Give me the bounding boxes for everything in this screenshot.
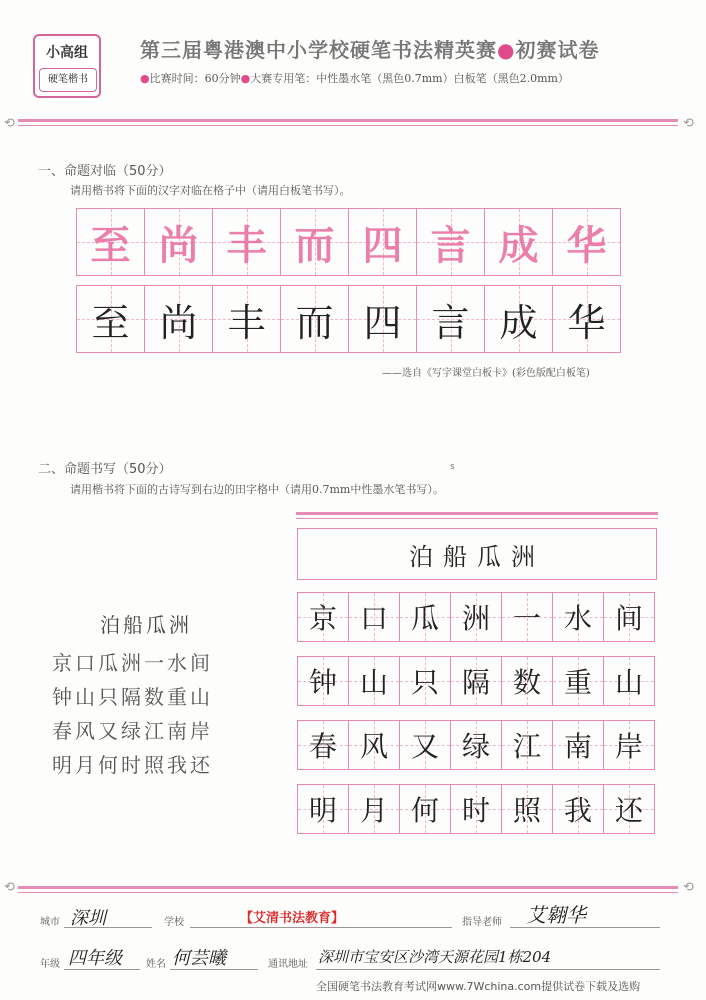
- model-char-cell: [416, 208, 485, 276]
- poem-title: 泊船瓜洲: [100, 613, 192, 637]
- answer-char: 照: [512, 794, 541, 827]
- answer-cell: [552, 784, 604, 834]
- written-char-cell: [76, 285, 145, 353]
- answer-cell: [501, 656, 553, 706]
- model-char-cell: [280, 208, 349, 276]
- city-label: 城市: [40, 917, 60, 928]
- model-char: 华: [566, 222, 607, 269]
- answer-cell: [450, 656, 502, 706]
- small-mark: s: [450, 462, 455, 472]
- model-char: 丰: [226, 222, 267, 269]
- model-char-cell: [212, 208, 281, 276]
- answer-char: 还: [614, 794, 643, 827]
- written-char: 四: [363, 300, 402, 345]
- section2-instruction: 请用楷书将下面的古诗写到右边的田字格中（请用0.7mm中性墨水笔书写）。: [70, 483, 444, 496]
- model-char: 而: [294, 222, 335, 269]
- answer-cell: [297, 592, 349, 642]
- model-char-cell: [144, 208, 213, 276]
- cycle-icon: ⟲: [4, 880, 15, 895]
- teacher-label: 指导老师: [462, 917, 502, 928]
- info-bullet: ●: [240, 72, 251, 85]
- school-label: 学校: [164, 917, 184, 928]
- answer-char: 岸: [614, 730, 643, 763]
- exam-title: [140, 34, 599, 63]
- written-char-cell: [212, 285, 281, 353]
- answer-cell: [603, 656, 655, 706]
- answer-cell: [450, 720, 502, 770]
- answer-top-band: [296, 512, 658, 515]
- written-char-cell: [144, 285, 213, 353]
- answer-cell: [450, 784, 502, 834]
- answer-cell: [348, 784, 400, 834]
- section1-instruction: 请用楷书将下面的汉字对临在格子中（请用白板笔书写）。: [70, 184, 351, 197]
- poem-line: 春风又绿江南岸: [52, 719, 213, 743]
- model-char: 成: [498, 222, 539, 269]
- info-pens: 大赛专用笔：中性墨水笔（黑色0.7mm）白板笔（黑色2.0mm）: [250, 72, 569, 85]
- written-char: 尚: [159, 300, 198, 345]
- answer-char: 隔: [461, 666, 490, 699]
- answer-cell: [399, 656, 451, 706]
- model-char: 言: [430, 222, 471, 269]
- answer-cell: [348, 656, 400, 706]
- address-value: 深圳市宝安区沙湾天源花园1栋204: [318, 948, 552, 966]
- name-label: 姓名: [146, 959, 166, 970]
- answer-cell: [552, 720, 604, 770]
- answer-cell: [552, 656, 604, 706]
- written-char-row: [76, 285, 620, 353]
- written-char-cell: [416, 285, 485, 353]
- answer-cell: [297, 720, 349, 770]
- model-char: 尚: [158, 222, 199, 269]
- model-char-cell: [484, 208, 553, 276]
- answer-char: 京: [308, 602, 337, 635]
- answer-row: [297, 592, 654, 642]
- answer-char: 风: [359, 730, 388, 763]
- answer-char: 又: [410, 730, 439, 763]
- answer-char: 月: [359, 794, 388, 827]
- footer-divider-thin: [18, 892, 678, 893]
- footer-note: 全国硬笔书法教育考试网www.7Wchina.com提供试卷下载及选购: [316, 980, 641, 993]
- answer-char: 水: [563, 602, 592, 635]
- answer-cell: [603, 784, 655, 834]
- written-char: 成: [499, 300, 538, 345]
- model-char: 四: [362, 222, 403, 269]
- teacher-value: 艾翱华: [526, 903, 586, 927]
- answer-top-band-thin: [296, 518, 658, 519]
- title-separator: ●: [497, 38, 516, 62]
- header-divider-thin: [18, 125, 678, 126]
- section1-title: 一、命题对临（50分）: [38, 164, 172, 179]
- answer-cell: [603, 720, 655, 770]
- answer-char: 南: [563, 730, 592, 763]
- cycle-icon: ⟲: [683, 116, 694, 131]
- written-char-cell: [280, 285, 349, 353]
- answer-cell: [348, 720, 400, 770]
- answer-char: 我: [563, 794, 592, 827]
- answer-char: 何: [410, 794, 439, 827]
- written-char: 而: [295, 300, 334, 345]
- answer-cell: [399, 784, 451, 834]
- answer-cell: [603, 592, 655, 642]
- model-char: 至: [90, 222, 131, 269]
- answer-char: 明: [308, 794, 337, 827]
- group-badge: [33, 34, 101, 98]
- answer-title: 泊船瓜洲: [297, 528, 657, 580]
- written-char-cell: [552, 285, 621, 353]
- written-char: 丰: [227, 300, 266, 345]
- school-line: [190, 927, 452, 928]
- footer-divider: [18, 886, 678, 889]
- grade-label: 年级: [40, 959, 60, 970]
- answer-cell: [399, 720, 451, 770]
- header-divider: [18, 119, 678, 122]
- written-char: 言: [431, 300, 470, 345]
- answer-char: 只: [410, 666, 439, 699]
- exam-info: [140, 70, 569, 86]
- written-char-cell: [348, 285, 417, 353]
- badge-type: 硬笔楷书: [39, 68, 97, 92]
- answer-cell: [399, 592, 451, 642]
- source-note: ——选自《写字课堂白板卡》(彩色版配白板笔): [382, 368, 590, 379]
- school-value: 【艾清书法教育】: [240, 911, 345, 926]
- answer-cell: [348, 592, 400, 642]
- answer-char: 瓜: [410, 602, 439, 635]
- answer-row: [297, 784, 654, 834]
- cycle-icon: ⟲: [683, 880, 694, 895]
- address-label: 通讯地址: [268, 959, 308, 970]
- answer-cell: [501, 720, 553, 770]
- grade-value: 四年级: [68, 948, 122, 969]
- model-char-cell: [552, 208, 621, 276]
- model-char-cell: [76, 208, 145, 276]
- model-char-row: [76, 208, 620, 276]
- answer-char: 江: [512, 730, 541, 763]
- answer-char: 山: [614, 666, 643, 699]
- poem-line: 京口瓜洲一水间: [52, 651, 213, 675]
- address-line: [316, 969, 660, 970]
- model-char-cell: [348, 208, 417, 276]
- name-value: 何芸曦: [172, 948, 226, 969]
- answer-char: 数: [512, 666, 541, 699]
- answer-cell: [501, 592, 553, 642]
- info-time: 比赛时间：60分钟: [149, 72, 241, 85]
- answer-char: 时: [461, 794, 490, 827]
- answer-char: 山: [359, 666, 388, 699]
- title-suffix: 初赛试卷: [515, 38, 600, 62]
- poem-line: 明月何时照我还: [52, 753, 213, 777]
- written-char: 至: [91, 300, 130, 345]
- answer-cell: [297, 656, 349, 706]
- city-value: 深圳: [70, 908, 106, 929]
- answer-char: 口: [359, 602, 388, 635]
- answer-char: 洲: [461, 602, 490, 635]
- cycle-icon: ⟲: [4, 116, 15, 131]
- written-char-cell: [484, 285, 553, 353]
- written-char: 华: [567, 300, 606, 345]
- title-main: 第三届粤港澳中小学校硬笔书法精英赛: [140, 38, 497, 62]
- answer-char: 春: [308, 730, 337, 763]
- answer-char: 重: [563, 666, 592, 699]
- poem-line: 钟山只隔数重山: [52, 685, 213, 709]
- answer-char: 一: [512, 602, 541, 635]
- answer-char: 间: [614, 602, 643, 635]
- answer-cell: [552, 592, 604, 642]
- answer-cell: [501, 784, 553, 834]
- answer-cell: [297, 784, 349, 834]
- answer-cell: [450, 592, 502, 642]
- answer-row: [297, 656, 654, 706]
- answer-row: [297, 720, 654, 770]
- answer-char: 钟: [308, 666, 337, 699]
- badge-group: 小高组: [46, 45, 88, 61]
- answer-char: 绿: [461, 730, 490, 763]
- info-bullet: ●: [140, 72, 150, 85]
- section2-title: 二、命题书写（50分）: [38, 462, 172, 477]
